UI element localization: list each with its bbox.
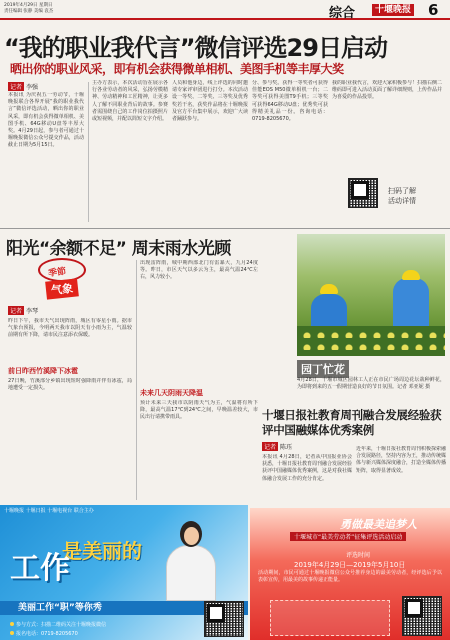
main-subheadline: 晒出你的职业风采，即有机会获得微单相机、美图手机等丰厚大奖 <box>10 62 344 76</box>
weather-subhead-1: 前日昨西竹溪降下冰雹 <box>8 367 78 375</box>
promo-banner-left[interactable] <box>0 505 248 640</box>
weather-column-1: 昨日下午，我市天气出现阵雨，城区有零星小雨。据市气象台预报，今明两天我市以阴天有小雨为主，气温较前期有所下降，请市民注意添衣保暖。 <box>8 318 132 339</box>
banner-qr-code[interactable] <box>204 601 244 637</box>
news-photo <box>297 234 445 356</box>
banner-headline-1: 工作 <box>10 551 70 586</box>
banner-right-title: 勇做最美追梦人 <box>340 518 417 531</box>
page-number: 6 <box>428 1 439 19</box>
byline-tag: 记者 <box>10 84 23 91</box>
main-headline: “我的职业我代言”微信评选29日启动 <box>4 34 387 62</box>
award-headline: 十堰日报社教育周刊融合发展经验获评中国融媒体优秀案例 <box>262 408 442 437</box>
banner-row-2: 报名电话：0719-8205670 <box>10 630 78 637</box>
award-column-1: 本报讯 4月28日，记者从中国报业协会获悉，十堰日报社教育周刊融合发展经验获评中国融媒体优秀案例，这是对我社媒体融合发展工作的充分肯定。 <box>262 454 352 482</box>
promo-banner-right[interactable] <box>250 508 450 640</box>
main-byline <box>8 82 38 91</box>
award-column-2: 近年来，十堰日报社教育周刊积极探索融合发展路径，坚持内容为王，推动传统媒体与新兴媒体深度融合，打造全媒体传播矩阵，取得显著成效。 <box>356 446 446 474</box>
weather-headline: 阳光“余额不足” 周末雨水光顾 <box>6 239 231 259</box>
banner-row-1: 参与方式：扫描二维码关注十堰晚报微信 <box>10 621 106 628</box>
main-column-3: 人员和他身边，线上评选的同时邀请专家评审团进行打分。本次活动设一等奖、二等奖、三等奖及优秀奖若干名，获奖作品将在十堰晚报及官方平台集中展示，欢迎广大读者踊跃参与。 <box>172 80 248 123</box>
banner-right-subtitle: 十堰城市“最美劳动者”征集评选活动启动 <box>290 532 406 541</box>
banner-top-line: 十堰晚报 十堰日报 十堰电视台 联合主办 <box>4 508 94 514</box>
section-divider <box>0 228 450 229</box>
main-column-2: 主办方表示，本次活动旨在展示各行各业劳动者的风采，弘扬劳模精神、劳动精神和工匠精神，让更多人了解不同职业背后的故事。参赛者需围绕自己的工作岗位拍摄照片或短视频，并配以简短文字介绍。 <box>92 80 168 123</box>
page-header <box>0 0 450 20</box>
main-column-4: 分、参与奖。获得一等奖者可获得佳能EOS M50微单相机一台；二等奖可获得美图T9手机；三等奖可获得64G移动U盘；优秀奖可获得精美礼品一份。咨询电话：0719-8205670。 <box>252 80 328 123</box>
banner-headline-2: 是美丽的 <box>62 539 142 563</box>
woman-illustration <box>160 515 220 601</box>
main-column-1: 本报讯 为庆祝五一劳动节，十堰晚报联合各界开展“我的职业我代言”微信评选活动，晒出你的职业风采，即有机会获得微单相机、美图手机、64G移动U盘等丰厚大奖。4月29日起，参与者可通过十堰晚报微信公众号提交作品，活动截止日期为5月15日。 <box>8 92 84 149</box>
newspaper-logo: 十堰晚报 <box>372 4 414 16</box>
column-rule <box>88 82 89 222</box>
weather-column-2b: 预计未来三天我市以阴雨天气为主，气温将有所下降，最高气温17℃到24℃之间，早晚温差较大，市民出行请携带雨具。 <box>140 400 258 421</box>
banner-slogan: 美丽工作“职”等你秀 <box>18 603 102 613</box>
column-rule <box>136 260 137 500</box>
weather-byline: 记者 李琴 <box>10 308 39 315</box>
season-weather-logo: 季節 气象 <box>34 256 90 304</box>
photo-caption-title: 园丁忙花 <box>297 360 349 378</box>
banner-right-qr-code[interactable] <box>402 596 442 636</box>
header-date: 2019年4月29日 星期日 责任编辑 张静 美编 袁杰 <box>4 3 54 14</box>
weather-subhead-2: 未来几天阴雨天降温 <box>140 389 203 397</box>
banner-right-dates: 2019年4月29日—2019年5月10日 <box>294 561 406 569</box>
qr-code[interactable] <box>348 178 378 208</box>
weather-column-1b: 27日晚，竹溪部分乡镇出现短时强降雨并伴有冰雹，局地遭受一定损失。 <box>8 378 132 392</box>
main-column-5: 我的职业我代言，欢迎大家积极参与！扫描右侧二维码即可进入活动页面了解详细规则，上传作品并为喜爱的作品投票。 <box>332 80 442 101</box>
banner-right-image <box>270 600 390 636</box>
award-byline: 记者 陈珏 <box>264 444 293 451</box>
photo-caption: 4月28日，十堰市城区园林工人正在市民广场周边花坛栽种鲜花，为即将到来的五一假期营造良好的节日氛围。记者 邓亚妮 摄 <box>297 377 445 390</box>
banner-right-text: 活动期间，市民可通过十堰晚报微信公众号推荐身边的最美劳动者，经评选后予以表彰宣传，用最美的故事传递正能量。 <box>258 570 442 583</box>
section-name: 综合 <box>329 6 356 21</box>
qr-caption: 扫码了解 活动详情 <box>388 187 416 205</box>
banner-right-info: 评选时间 <box>346 552 371 559</box>
byline-name: 李强 <box>26 84 39 91</box>
weather-column-2: 出现雷阵雨，城中期西部北门有雷暴大，九月24度等。昨日，市区天气以多云为主，最高气温24℃左右，风力较小。 <box>140 260 258 281</box>
